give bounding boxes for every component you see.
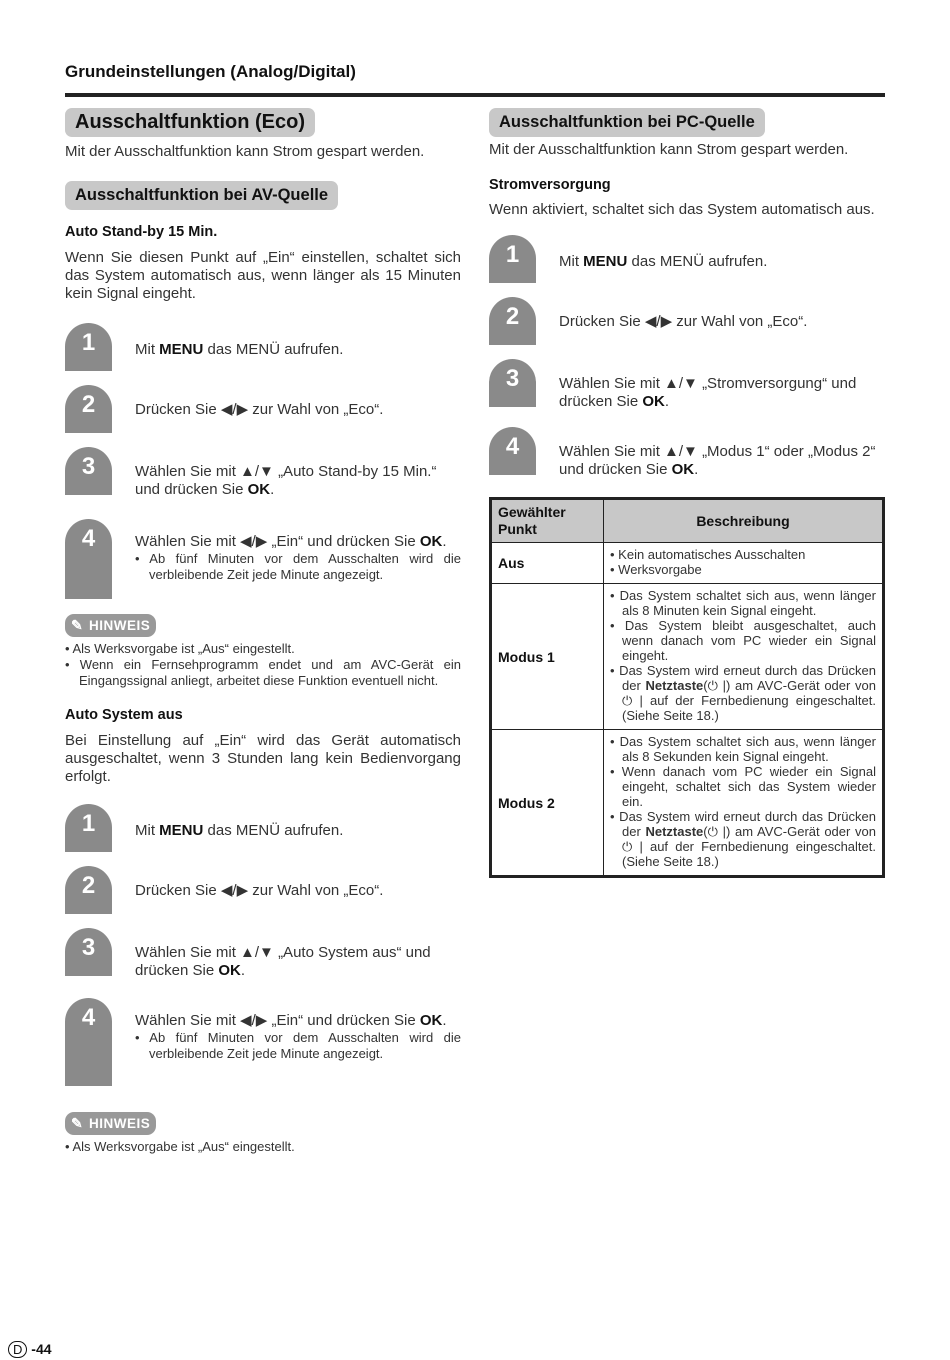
- table-row: [491, 543, 884, 584]
- mode-table: [489, 497, 885, 878]
- step-number: 2: [65, 385, 112, 433]
- step: [65, 998, 461, 1102]
- step-bullet: • Ab fünf Minuten vor dem Ausschalten wird die verbleibende Zeit jede Minute angezeigt.: [135, 1030, 461, 1061]
- step-number: 2: [489, 297, 536, 345]
- auto-system-steps: [65, 804, 461, 1102]
- power-desc: Wenn aktiviert, schaltet sich das System automatisch aus.: [489, 201, 875, 218]
- step-number: 4: [65, 998, 112, 1086]
- page-number: D -44: [8, 1341, 52, 1358]
- page-header: Grundeinstellungen (Analog/Digital): [65, 62, 356, 81]
- step-number: 4: [65, 519, 112, 599]
- step-text: Wählen Sie mit ▲/▼ „Stromversorgung“ und drücken Sie OK.: [559, 375, 857, 410]
- step: [489, 297, 885, 359]
- paperclip-icon: ✎: [71, 1115, 84, 1131]
- step-number: 4: [489, 427, 536, 475]
- step-text: Mit MENU das MENÜ aufrufen.: [559, 253, 768, 270]
- step: [489, 235, 885, 297]
- row-label: Modus 1: [491, 584, 604, 730]
- step-text: Drücken Sie ◀/▶ zur Wahl von „Eco“.: [559, 313, 808, 330]
- step-number: 3: [65, 447, 112, 495]
- step-number: 2: [65, 866, 112, 914]
- row-desc: • Das System schaltet sich aus, wenn länger als 8 Sekunden kein Signal eingeht. • Wenn danach vom PC wieder ein Signal eingeht, schaltet sich das System wieder ein. • Das System wird erneut durch das Drücken der Netztaste(⏻ |) am AVC-Gerät oder von ⏻ | auf der Fernbedienung eingeschaltet. (Siehe Seite 18.): [604, 730, 884, 877]
- language-badge: D: [8, 1341, 27, 1358]
- hinweis-notes: [65, 1139, 461, 1155]
- right-intro: Mit der Ausschaltfunktion kann Strom gespart werden.: [489, 141, 849, 158]
- step-text: Wählen Sie mit ▲/▼ „Auto System aus“ und drücken Sie OK.: [135, 944, 431, 979]
- left-intro: Mit der Ausschaltfunktion kann Strom gespart werden.: [65, 143, 425, 160]
- auto-system-desc: Bei Einstellung auf „Ein“ wird das Gerät automatisch ausgeschaltet, wenn 3 Stunden lang kein Bedienvorgang erfolgt.: [65, 732, 461, 785]
- step-text: Wählen Sie mit ▲/▼ „Auto Stand-by 15 Min.“ und drücken Sie OK.: [135, 463, 437, 498]
- step-number: 3: [65, 928, 112, 976]
- step: [65, 385, 461, 447]
- auto-standby-desc: Wenn Sie diesen Punkt auf „Ein“ einstellen, schaltet sich das System automatisch aus, wenn länger als 15 Minuten kein Signal eingeht.: [65, 249, 461, 302]
- step: [489, 359, 885, 427]
- step: [65, 323, 461, 385]
- step-text: Mit MENU das MENÜ aufrufen.: [135, 822, 344, 839]
- step-text: Mit MENU das MENÜ aufrufen.: [135, 341, 344, 358]
- right-column: [489, 108, 885, 878]
- left-column: [65, 108, 461, 1155]
- note-item: • Als Werksvorgabe ist „Aus“ eingestellt.: [65, 641, 295, 656]
- table-row: [491, 584, 884, 730]
- row-desc: • Kein automatisches Ausschalten • Werksvorgabe: [604, 543, 884, 584]
- step: [65, 928, 461, 998]
- hinweis-badge: ✎ HINWEIS: [65, 1112, 156, 1135]
- step-number: 1: [65, 804, 112, 852]
- hinweis-badge: ✎ HINWEIS: [65, 614, 156, 637]
- row-label: Aus: [491, 543, 604, 584]
- step: [65, 519, 461, 614]
- step-text: Wählen Sie mit ▲/▼ „Modus 1“ oder „Modus 2“ und drücken Sie OK.: [559, 443, 876, 478]
- auto-standby-steps: [65, 323, 461, 614]
- step-text: Drücken Sie ◀/▶ zur Wahl von „Eco“.: [135, 882, 384, 899]
- table-header-desc: Beschreibung: [604, 499, 884, 543]
- step-text: Drücken Sie ◀/▶ zur Wahl von „Eco“.: [135, 401, 384, 418]
- step: [65, 804, 461, 866]
- step: [65, 447, 461, 519]
- table-row: [491, 730, 884, 877]
- note-item: • Als Werksvorgabe ist „Aus“ eingestellt.: [65, 1139, 295, 1154]
- power-heading: Stromversorgung: [489, 177, 611, 193]
- step-number: 3: [489, 359, 536, 407]
- paperclip-icon: ✎: [71, 617, 84, 633]
- auto-standby-heading: Auto Stand-by 15 Min.: [65, 224, 218, 240]
- step: [65, 866, 461, 928]
- pc-section-title: Ausschaltfunktion bei PC-Quelle: [489, 108, 765, 137]
- step: [489, 427, 885, 497]
- step-number: 1: [489, 235, 536, 283]
- note-item: • Wenn ein Fernsehprogramm endet und am AVC-Gerät ein Eingangssignal anliegt, arbeitet diese Funktion eventuell nicht.: [65, 657, 461, 688]
- header-rule: [65, 93, 885, 97]
- hinweis-notes: [65, 641, 461, 689]
- row-label: Modus 2: [491, 730, 604, 877]
- main-section-title: Ausschaltfunktion (Eco): [65, 108, 315, 137]
- av-section-title: Ausschaltfunktion bei AV-Quelle: [65, 181, 338, 210]
- pc-steps: [489, 235, 885, 497]
- step-bullet: • Ab fünf Minuten vor dem Ausschalten wird die verbleibende Zeit jede Minute angezeigt.: [135, 551, 461, 582]
- auto-system-heading: Auto System aus: [65, 707, 183, 723]
- step-number: 1: [65, 323, 112, 371]
- table-header-item: Gewählter Punkt: [491, 499, 604, 543]
- row-desc: • Das System schaltet sich aus, wenn länger als 8 Minuten kein Signal eingeht. • Das System bleibt ausgeschaltet, auch wenn danach vom PC wieder ein Signal eingeht. • Das System wird erneut durch das Drücken der Netztaste(⏻ |) am AVC-Gerät oder von ⏻ | auf der Fernbedienung eingeschaltet. (Siehe Seite 18.): [604, 584, 884, 730]
- step-text: Wählen Sie mit ◀/▶ „Ein“ und drücken Sie OK. • Ab fünf Minuten vor dem Ausschalten wird die verbleibende Zeit jede Minute angezeigt.: [135, 1012, 461, 1061]
- step-text: Wählen Sie mit ◀/▶ „Ein“ und drücken Sie OK. • Ab fünf Minuten vor dem Ausschalten wird die verbleibende Zeit jede Minute angezeigt.: [135, 533, 461, 582]
